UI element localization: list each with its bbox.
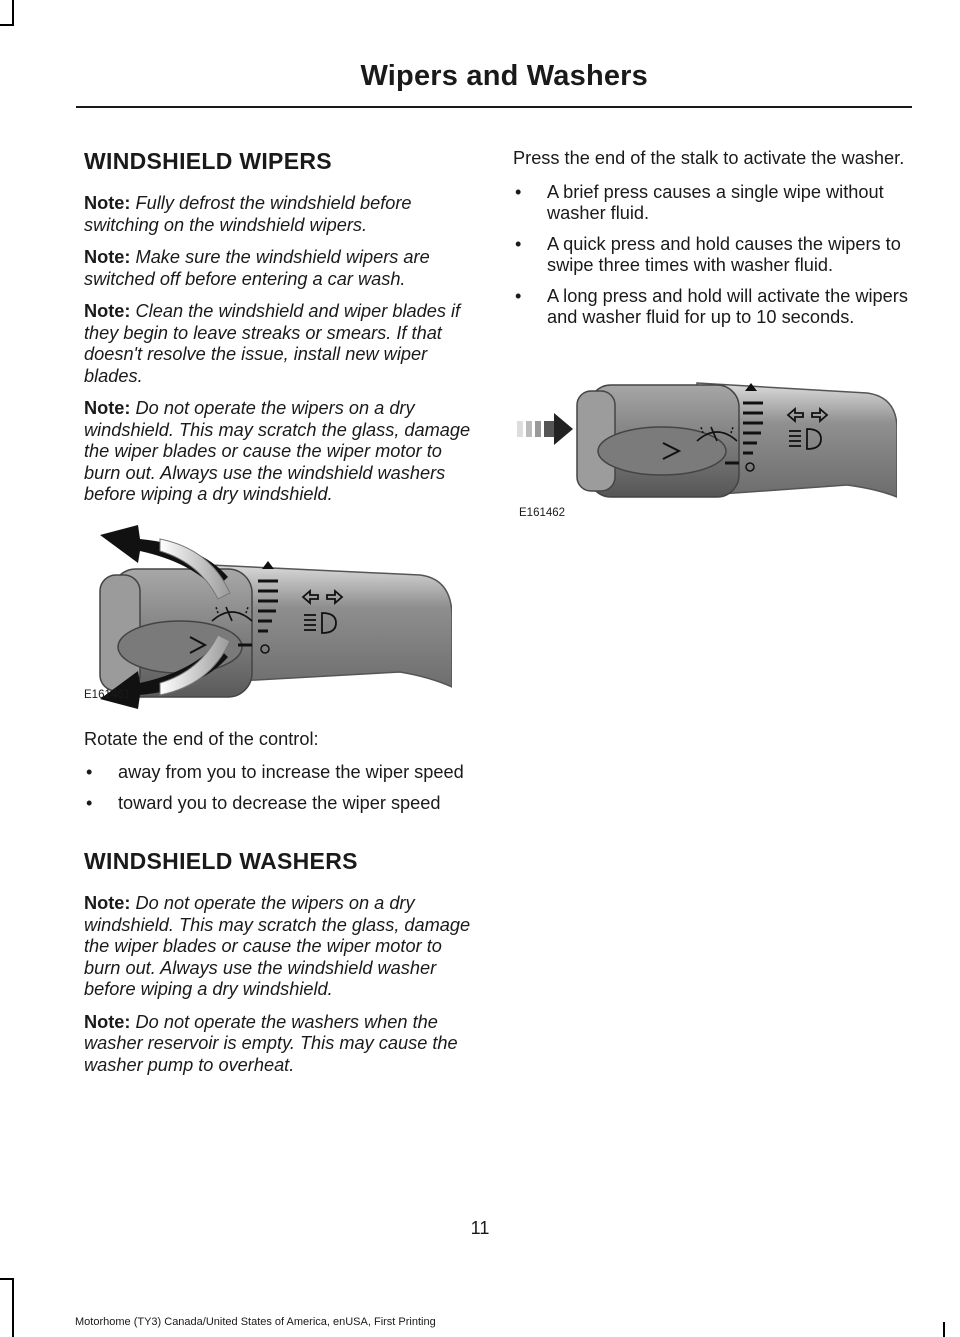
list-item-text: toward you to decrease the wiper speed bbox=[118, 792, 441, 813]
note-label: Note: bbox=[84, 301, 131, 321]
crop-mark bbox=[0, 24, 14, 26]
list-item-text: A long press and hold will activate the wipers and washer fluid for up to 10 seconds. bbox=[547, 285, 908, 327]
bullet: • bbox=[515, 233, 522, 254]
crop-mark bbox=[0, 1278, 14, 1280]
list-item bbox=[513, 182, 909, 225]
list-item bbox=[84, 762, 476, 784]
list-item bbox=[513, 286, 909, 329]
washer-intro: Press the end of the stalk to activate the washer. bbox=[513, 148, 905, 168]
washer-press-figure bbox=[513, 369, 909, 539]
bullet: • bbox=[515, 181, 522, 202]
wiper-stalk-press-illustration bbox=[517, 369, 897, 509]
note-text: Make sure the windshield wipers are switched off before entering a car wash. bbox=[84, 247, 430, 289]
list-item bbox=[513, 234, 909, 277]
note-label: Note: bbox=[84, 398, 131, 418]
footer: Motorhome (TY3) Canada/United States of America, enUSA, First Printing bbox=[75, 1316, 436, 1328]
list-item-text: A brief press causes a single wipe without washer fluid. bbox=[547, 181, 884, 223]
rotate-bullets bbox=[84, 762, 476, 814]
note-label: Note: bbox=[84, 893, 131, 913]
instruction: Rotate the end of the control: bbox=[84, 728, 319, 749]
page-number: 11 bbox=[470, 1218, 490, 1238]
note-text: Do not operate the washers when the washer reservoir is empty. This may cause the washer pump to overheat. bbox=[84, 1011, 458, 1075]
right-column bbox=[513, 148, 909, 539]
note-text: Fully defrost the windshield before switching on the windshield wipers. bbox=[84, 193, 412, 235]
figure-code: E161461 bbox=[84, 688, 131, 701]
note-text: Do not operate the wipers on a dry windshield. This may scratch the glass, damage the wiper blades or cause the wiper motor to burn out. Always use the windshield washers before wiping a dry windshield. bbox=[84, 398, 471, 504]
wiper-stalk-rotate-illustration bbox=[60, 517, 452, 717]
list-item-text: A quick press and hold causes the wipers to swipe three times with washer fluid. bbox=[547, 233, 901, 275]
crop-mark bbox=[12, 0, 14, 26]
bullet: • bbox=[86, 792, 93, 813]
figure-code: E161462 bbox=[519, 506, 566, 519]
press-bullets bbox=[513, 182, 909, 329]
note-label: Note: bbox=[84, 1011, 131, 1032]
wiper-rotate-figure bbox=[84, 517, 476, 717]
bullet: • bbox=[86, 762, 93, 782]
note bbox=[84, 301, 476, 387]
crop-mark bbox=[12, 1278, 14, 1337]
note-text: Do not operate the wipers on a dry windshield. This may scratch the glass, damage the wiper blades or cause the wiper motor to burn out. Always use the windshield washer before wiping a dry windshield. bbox=[84, 893, 471, 999]
press-arrow-icon bbox=[517, 413, 573, 445]
note bbox=[84, 398, 476, 506]
note-label: Note: bbox=[84, 247, 131, 267]
note-label: Note: bbox=[84, 193, 131, 213]
note-text: Clean the windshield and wiper blades if they begin to leave streaks or smears. If that doesn't resolve the issue, install new wiper blades. bbox=[84, 301, 461, 386]
left-column bbox=[84, 148, 476, 1087]
list-item-text: away from you to increase the wiper speed bbox=[118, 762, 464, 782]
header-rule bbox=[76, 106, 912, 108]
note bbox=[84, 247, 476, 290]
note bbox=[84, 893, 476, 1001]
list-item bbox=[84, 793, 476, 815]
bullet: • bbox=[515, 285, 522, 306]
wipers-heading: WINDSHIELD WIPERS bbox=[84, 148, 332, 174]
page-title: Wipers and Washers bbox=[360, 60, 648, 92]
note bbox=[84, 193, 476, 236]
crop-mark bbox=[943, 1322, 945, 1337]
note bbox=[84, 1012, 476, 1077]
washers-heading: WINDSHIELD WASHERS bbox=[84, 848, 358, 874]
